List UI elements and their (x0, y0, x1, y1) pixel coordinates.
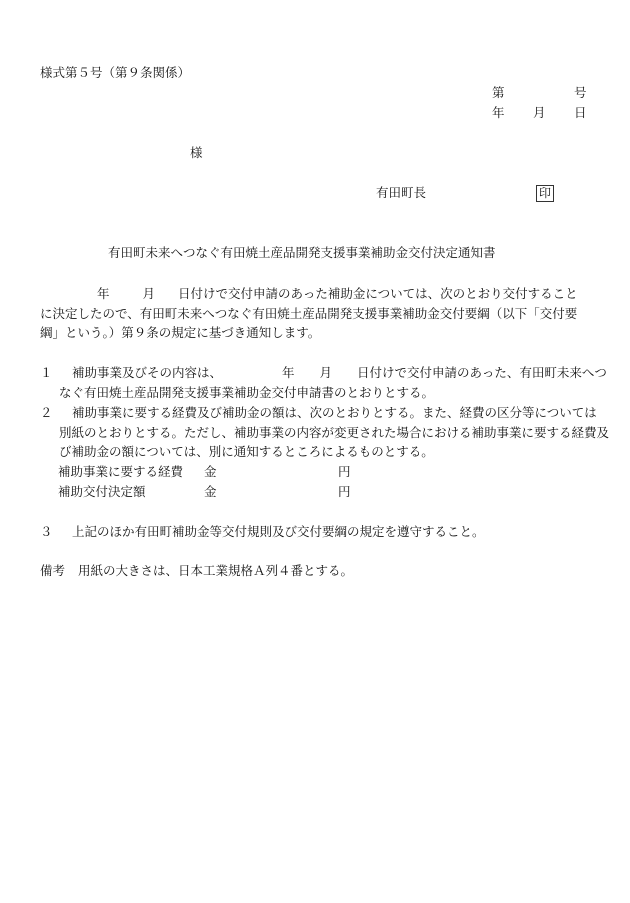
intro-month: 月 (142, 286, 156, 301)
addressee-suffix: 様 (190, 145, 203, 160)
date-month: 月 (533, 105, 546, 120)
doc-no-prefix: 第 (492, 85, 505, 100)
intro-text: 日付けで交付申請のあった補助金については、次のとおり交付することに決定したので、有田町未来へつなぐ有田焼土産品開発支援事業補助金交付要綱（以下「交付要綱」という。）第９条の規定に基づき通知します。 (40, 286, 578, 340)
item-2-number: ２ (40, 405, 53, 420)
intro-paragraph (40, 284, 590, 343)
issuer-title: 有田町長 (376, 185, 427, 200)
remark-text: 用紙の大きさは、日本工業規格Ａ列４番とする。 (78, 563, 354, 578)
item-2-text: 補助事業に要する経費及び補助金の額は、次のとおりとする。また、経費の区分等については別紙のとおりとする。ただし、補助事業の内容が変更された場合における補助事業に要する経費及び補助金の額については、別に通知するところによるものとする。 (59, 405, 610, 459)
item-1-number: １ (40, 365, 53, 380)
item-1-text-a: 補助事業及びその内容は、 (72, 365, 223, 380)
seal-mark: 印 (536, 184, 554, 202)
item-3-number: ３ (40, 524, 53, 539)
remark-label: 備考 (40, 563, 66, 578)
item-1 (40, 363, 609, 402)
item-1-month: 月 (319, 365, 333, 380)
item-1-text-b: 日付けで交付申請のあった、有田町未来へつなぐ有田焼土産品開発支援事業補助金交付申請書のとおりとする。 (59, 365, 607, 400)
amount-unit: 円 (338, 464, 351, 479)
form-label: 様式第５号（第９条関係） (40, 65, 191, 80)
intro-year: 年 (97, 286, 110, 301)
amount-unit: 円 (338, 484, 351, 499)
date-day: 日 (574, 105, 587, 120)
amount-prefix: 金 (204, 464, 217, 479)
amount-label: 補助交付決定額 (58, 484, 146, 499)
item-1-year: 年 (282, 365, 295, 380)
item-3 (40, 522, 590, 542)
item-2 (40, 403, 609, 462)
doc-no-suffix: 号 (574, 85, 587, 100)
document-title: 有田町未来へつなぐ有田焼土産品開発支援事業補助金交付決定通知書 (108, 245, 496, 260)
item-3-text: 上記のほか有田町補助金等交付規則及び交付要綱の規定を遵守すること。 (72, 524, 485, 539)
remark (40, 562, 353, 580)
date-year: 年 (492, 105, 505, 120)
amount-prefix: 金 (204, 484, 217, 499)
amount-label: 補助事業に要する経費 (58, 464, 184, 479)
